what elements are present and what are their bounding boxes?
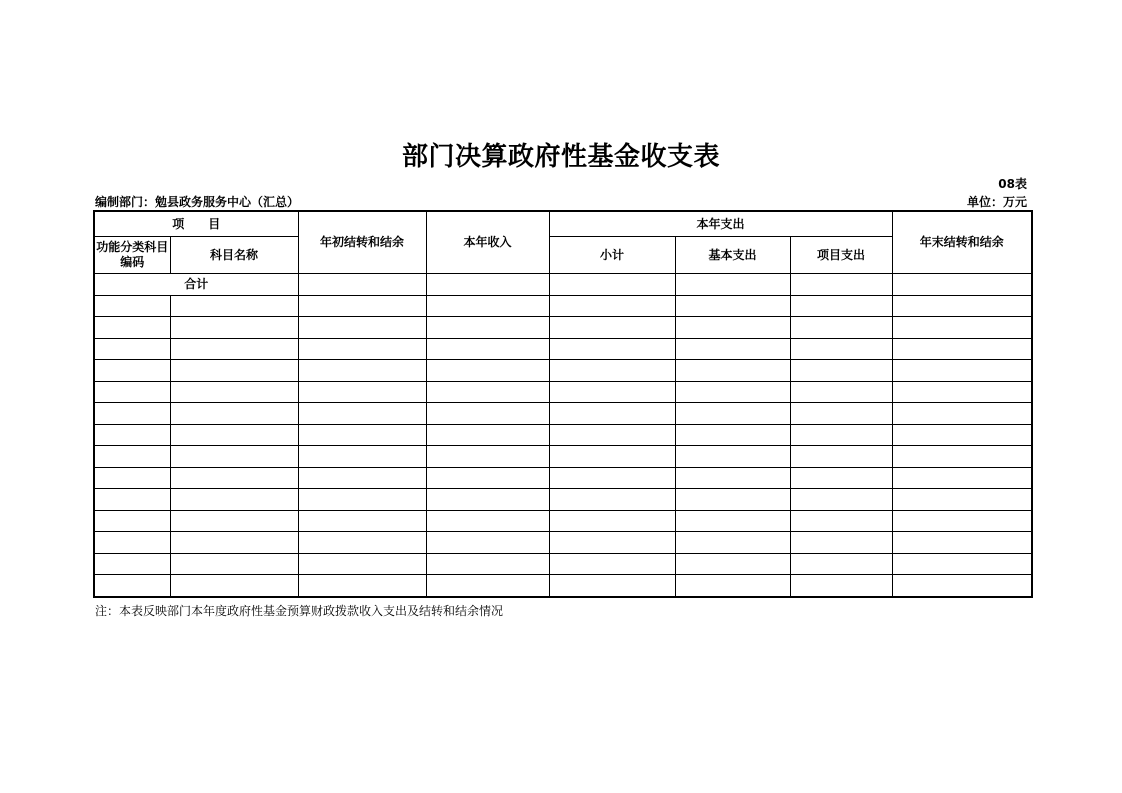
table-cell [94, 360, 170, 382]
table-cell [675, 446, 790, 468]
table-cell [94, 338, 170, 360]
table-cell [426, 489, 549, 511]
table-cell [170, 317, 298, 339]
table-cell [170, 553, 298, 575]
table-cell [790, 381, 892, 403]
compiling-department: 编制部门：勉县政务服务中心（汇总） [95, 195, 300, 209]
table-cell [790, 510, 892, 532]
table-cell [170, 403, 298, 425]
table-cell [426, 360, 549, 382]
table-cell [298, 274, 426, 296]
table-cell [892, 360, 1032, 382]
table-cell [170, 489, 298, 511]
table-cell [549, 532, 675, 554]
table-cell [790, 489, 892, 511]
table-cell [426, 424, 549, 446]
table-cell [170, 381, 298, 403]
header-basic-expense: 基本支出 [675, 237, 790, 274]
header-subtotal: 小计 [549, 237, 675, 274]
table-cell [892, 295, 1032, 317]
table-cell [675, 424, 790, 446]
table-cell [94, 446, 170, 468]
unit-label: 单位：万元 [966, 195, 1027, 209]
table-cell [790, 446, 892, 468]
table-cell [675, 553, 790, 575]
table-cell [94, 489, 170, 511]
table-row [94, 403, 1032, 425]
table-cell [426, 575, 549, 597]
table-cell [426, 295, 549, 317]
table-cell [549, 295, 675, 317]
table-cell [790, 403, 892, 425]
table-cell [790, 467, 892, 489]
header-income: 本年收入 [426, 211, 549, 274]
table-cell [892, 489, 1032, 511]
table-row [94, 553, 1032, 575]
table-row [94, 467, 1032, 489]
header-expense: 本年支出 [549, 211, 892, 237]
table-cell [426, 446, 549, 468]
table-cell [298, 467, 426, 489]
table-cell [549, 381, 675, 403]
fund-income-expense-table [93, 210, 1033, 598]
table-cell [426, 532, 549, 554]
table-cell [426, 274, 549, 296]
footnote: 注：本表反映部门本年度政府性基金预算财政拨款收入支出及结转和结余情况 [95, 604, 504, 618]
table-cell [170, 424, 298, 446]
header-subject-name: 科目名称 [170, 237, 298, 274]
table-cell [298, 575, 426, 597]
table-cell [549, 317, 675, 339]
table-cell [94, 553, 170, 575]
table-cell [549, 467, 675, 489]
table-cell [426, 403, 549, 425]
header-begin-balance: 年初结转和结余 [298, 211, 426, 274]
table-cell [675, 360, 790, 382]
table-cell [426, 338, 549, 360]
table-cell [549, 553, 675, 575]
table-cell [549, 575, 675, 597]
table-cell [790, 553, 892, 575]
table-cell [790, 338, 892, 360]
table-cell [94, 467, 170, 489]
table-cell [892, 403, 1032, 425]
table-cell [170, 467, 298, 489]
header-item: 项 目 [94, 211, 298, 237]
header-func-code: 功能分类科目编码 [94, 237, 170, 274]
table-cell [170, 360, 298, 382]
table-row [94, 360, 1032, 382]
total-label: 合计 [94, 274, 298, 296]
table-cell [790, 317, 892, 339]
table-cell [298, 489, 426, 511]
table-row [94, 338, 1032, 360]
table-cell [298, 424, 426, 446]
table-row [94, 489, 1032, 511]
table-cell [892, 424, 1032, 446]
table-cell [298, 510, 426, 532]
table-cell [94, 532, 170, 554]
table-cell [892, 532, 1032, 554]
table-cell [675, 467, 790, 489]
table-cell [549, 403, 675, 425]
table-row [94, 446, 1032, 468]
table-cell [675, 403, 790, 425]
table-cell [94, 317, 170, 339]
table-number: 08表 [998, 177, 1027, 191]
table-cell [892, 467, 1032, 489]
table-cell [426, 317, 549, 339]
table-cell [675, 575, 790, 597]
table-cell [892, 575, 1032, 597]
table-row [94, 424, 1032, 446]
header-project-expense: 项目支出 [790, 237, 892, 274]
table-cell [426, 553, 549, 575]
table-row [94, 295, 1032, 317]
total-row [94, 274, 1032, 296]
table-cell [94, 510, 170, 532]
table-cell [790, 295, 892, 317]
table-cell [549, 360, 675, 382]
table-cell [298, 403, 426, 425]
table-row [94, 510, 1032, 532]
table-cell [170, 532, 298, 554]
table-cell [298, 381, 426, 403]
page-title: 部门决算政府性基金收支表 [401, 142, 720, 172]
table-cell [892, 338, 1032, 360]
table-cell [892, 317, 1032, 339]
table-cell [426, 381, 549, 403]
table-cell [298, 295, 426, 317]
table-cell [298, 338, 426, 360]
table-cell [549, 446, 675, 468]
table-cell [892, 274, 1032, 296]
table-cell [170, 510, 298, 532]
table-cell [298, 553, 426, 575]
table-cell [790, 274, 892, 296]
table-cell [675, 510, 790, 532]
table-cell [298, 446, 426, 468]
table-cell [675, 381, 790, 403]
table-cell [94, 424, 170, 446]
table-cell [170, 295, 298, 317]
table-cell [94, 575, 170, 597]
table-cell [94, 381, 170, 403]
table-cell [94, 403, 170, 425]
table-cell [94, 295, 170, 317]
table-cell [790, 575, 892, 597]
table-cell [170, 338, 298, 360]
table-cell [675, 317, 790, 339]
table-cell [892, 446, 1032, 468]
table-row [94, 532, 1032, 554]
table-cell [426, 510, 549, 532]
table-cell [170, 575, 298, 597]
table-cell [675, 338, 790, 360]
table-cell [549, 510, 675, 532]
table-cell [426, 467, 549, 489]
table-cell [549, 424, 675, 446]
table-row [94, 317, 1032, 339]
table-row [94, 575, 1032, 597]
table-row [94, 381, 1032, 403]
table-cell [675, 295, 790, 317]
table-cell [549, 338, 675, 360]
table-cell [675, 274, 790, 296]
table-cell [790, 424, 892, 446]
table-cell [549, 489, 675, 511]
table-cell [298, 360, 426, 382]
table-cell [675, 532, 790, 554]
header-end-balance: 年末结转和结余 [892, 211, 1032, 274]
table-cell [892, 553, 1032, 575]
table-cell [549, 274, 675, 296]
table-cell [298, 317, 426, 339]
table-cell [892, 381, 1032, 403]
table-cell [790, 360, 892, 382]
table-cell [675, 489, 790, 511]
table-cell [170, 446, 298, 468]
table-cell [892, 510, 1032, 532]
table-cell [298, 532, 426, 554]
table-cell [790, 532, 892, 554]
